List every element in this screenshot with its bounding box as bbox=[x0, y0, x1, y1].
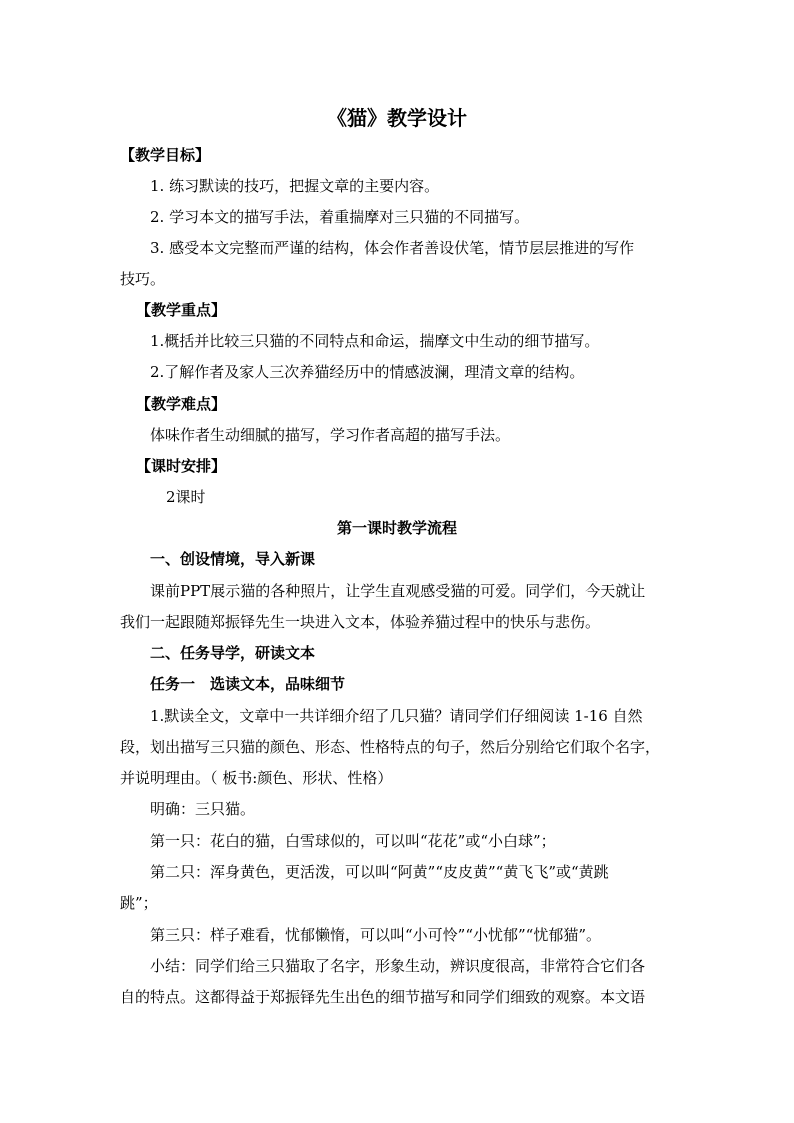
goal-item-2: 2. 学习本文的描写手法，着重揣摩对三只猫的不同描写。 bbox=[150, 208, 530, 226]
cat-2-line-2: 跳”； bbox=[120, 894, 158, 912]
goal-item-3-line-2: 技巧。 bbox=[120, 270, 166, 288]
document-title: 《猫》教学设计 bbox=[327, 106, 467, 130]
cat-3-line: 第三只：样子难看，忧郁懒惰，可以叫“小可怜”“小忧郁”“忧郁猫”。 bbox=[150, 926, 602, 944]
focus-item-1: 1.概括并比较三只猫的不同特点和命运，揣摩文中生动的细节描写。 bbox=[150, 332, 600, 350]
step-2-heading: 二、任务导学，研读文本 bbox=[150, 644, 316, 662]
goal-item-3-line-1: 3. 感受本文完整而严谨的结构，体会作者善设伏笔，情节层层推进的写作 bbox=[150, 239, 635, 257]
schedule-item-1: 2课时 bbox=[166, 488, 206, 506]
task-1-heading: 任务一 选读文本，品味细节 bbox=[150, 675, 346, 693]
step-1-heading: 一、创设情境，导入新课 bbox=[150, 550, 316, 568]
cat-2-line-1: 第二只：浑身黄色，更活泼，可以叫“阿黄”“皮皮黄”“黄飞飞”或“黄跳 bbox=[150, 863, 609, 881]
summary-line-1: 小结：同学们给三只猫取了名字，形象生动，辨识度很高，非常符合它们各 bbox=[150, 957, 646, 975]
task-1-question-line-3: 并说明理由。（ 板书:颜色、形状、性格） bbox=[120, 769, 393, 787]
goal-item-1: 1. 练习默读的技巧，把握文章的主要内容。 bbox=[150, 177, 440, 195]
focus-item-2: 2.了解作者及家人三次养猫经历中的情感波澜，理清文章的结构。 bbox=[150, 363, 585, 381]
step-1-paragraph-line-2: 我们一起跟随郑振铎先生一块进入文本，体验养猫过程中的快乐与悲伤。 bbox=[120, 613, 601, 631]
difficulty-item-1: 体味作者生动细腻的描写，学习作者高超的描写手法。 bbox=[150, 426, 511, 444]
focus-heading: 【教学重点】 bbox=[136, 301, 227, 319]
summary-line-2: 自的特点。这都得益于郑振铎先生出色的细节描写和同学们细致的观察。本文语 bbox=[120, 988, 646, 1006]
answer-line: 明确：三只猫。 bbox=[150, 800, 256, 818]
cat-1-line: 第一只：花白的猫，白雪球似的，可以叫“花花”或“小白球”； bbox=[150, 832, 556, 850]
lesson-1-heading: 第一课时教学流程 bbox=[336, 519, 457, 537]
task-1-question-line-2: 段，划出描写三只猫的颜色、形态、性格特点的句子，然后分别给它们取个名字， bbox=[120, 738, 661, 756]
task-1-question-line-1: 1.默读全文，文章中一共详细介绍了几只猫？请同学们仔细阅读 1-16 自然 bbox=[150, 707, 643, 725]
step-1-paragraph-line-1: 课前PPT展示猫的各种照片，让学生直观感受猫的可爱。同学们，今天就让 bbox=[150, 582, 646, 600]
goals-heading: 【教学目标】 bbox=[120, 146, 211, 164]
difficulty-heading: 【教学难点】 bbox=[136, 395, 227, 413]
schedule-heading: 【课时安排】 bbox=[136, 457, 227, 475]
